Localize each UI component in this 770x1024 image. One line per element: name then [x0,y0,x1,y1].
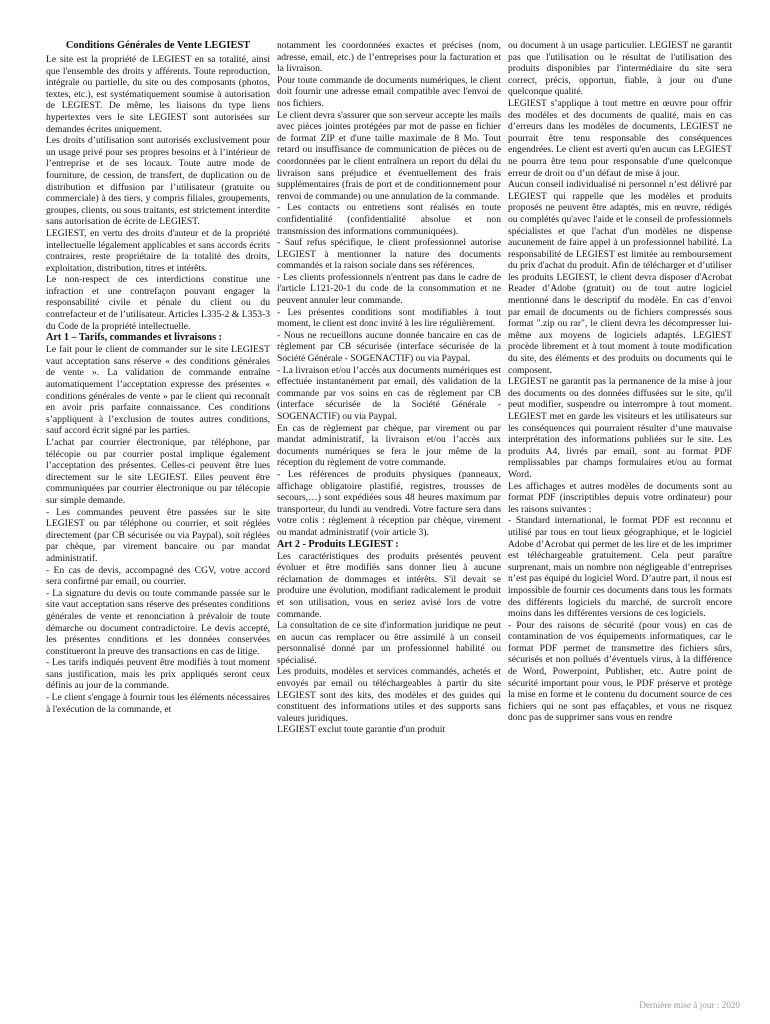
document-title: Conditions Générales de Vente LEGIEST [65,40,251,51]
paragraph: notamment les coordonnées exactes et précises (nom, adresse, email, etc.) de l’entreprises pour la facturation et la livraison. [277,40,501,75]
paragraph: - Les commandes peuvent être passées sur le site LEGIEST ou par téléphone ou courrier, et soit réglées directement (par CB sécurisée ou via Paypal), soit réglées par chèque, par virement bancaire ou par mandat administratif. [46,506,270,564]
paragraph: - La signature du devis ou toute commande passée sur le site vaut acceptation sans réserve des présentes conditions générales de vente et renonciation à prévaloir de toute démarche ou document contradictoire. Le devis accepté, les présentes conditions et les données conservées constitueront la preuve des transactions en cas de litige. [46,587,270,657]
text-column-2 [277,40,501,984]
paragraph: La consultation de ce site d'information juridique ne peut en aucun cas remplacer ou être assimilé à un conseil personnalisé donné par un professionnel habilité ou spécialisé. [277,620,501,666]
paragraph: - Standard international, le format PDF est reconnu et utilisé par tous en tout lieux géographique, et le logiciel Adobe d’Acrobat qui permet de les lire et de les imprimer est téléchargeable gratuitement. Cela peut paraître surprenant, mais un nombre non négligeable d’entreprises n’est pas équipé du logiciel Word. D’autre part, il nous est impossible de fournir ces documents dans tous les formats des différents logiciels du marché, de surcroît encore moins dans les différentes versions de ces logiciels. [508,515,732,620]
last-updated-footer: Dernière mise à jour : 2020 [639,1000,740,1010]
paragraph: Le fait pour le client de commander sur le site LEGIEST vaut acceptation sans réserve « des conditions générales de vente ». La validation de commande entraîne automatiquement l’acceptation expresse des présentes « conditions générales de vente » par le client qui reconnaît en avoir pris parfaite connaissance. Ces conditions s’appliquent à l’exclusion de toutes autres conditions, sauf accord écrit signé par les parties. [46,344,270,437]
paragraph: - La livraison et/ou l’accès aux documents numériques est effectuée instantanément par email, dès validation de la commande par vos soins en cas de règlement par CB (interface sécurisée de la Société Générale - SOGENACTIF) ou via Paypal. [277,364,501,422]
paragraph: En cas de règlement par chèque, par virement ou par mandat administratif, la livraison et/ou l’accès aux documents numériques se fera le jour même de la réception du règlement de votre commande. [277,422,501,469]
paragraph: Le site est la propriété de LEGIEST en sa totalité, ainsi que l'ensemble des droits y afférents. Toute reproduction, intégrale ou partielle, du site ou des composants (photos, textes, etc.), est systématiquement soumise à autorisation de LEGIEST. De même, les liaisons du type liens hypertextes vers le site LEGIEST sont autorisées sur demandes écrites uniquement. [46,54,270,135]
paragraph: LEGIEST ne garantit pas la permanence de la mise à jour des documents ou des données diffusées sur le site, qu'il peut modifier, suspendre ou interrompre à tout moment. LEGIEST met en garde les visiteurs et les utilisateurs sur les conséquences qui pourraient résulter d’une mauvaise interprétation des informations publiées sur le site. Les produits A4, livrés par email, sont au format PDF remplissables par champs formulaires et/ou au format Word. [508,376,732,480]
paragraph: Les produits, modèles et services commandés, achetés et envoyés par email ou téléchargeables à partir du site LEGIEST sont des kits, des modèles et des guides qui constituent des informations utiles et des supports sans valeurs juridiques. [277,666,501,724]
paragraph: - Les tarifs indiqués peuvent être modifiés à tout moment sans justification, mais les prix appliqués seront ceux définis au jour de la commande. [46,657,270,692]
paragraph: ou document à un usage particulier. LEGIEST ne garantit pas que l'utilisation ou le résultat de l'utilisation des produits disponibles par l'intermédiaire du site sera correct, précis, opportun, fiable, à jour ou d'une quelconque qualité. [508,40,732,98]
paragraph: - Sauf refus spécifique, le client professionnel autorise LEGIEST à mentionner la nature des documents commandés et la raison sociale dans ses références. [277,237,501,272]
paragraph: - Le client s'engage à fournir tous les éléments nécessaires à l'exécution de la commande, et [46,692,270,715]
paragraph: LEGIEST s’applique à tout mettre en œuvre pour offrir des modèles et des documents de qualité, mais en cas d’erreurs dans les modèles de documents, LEGIEST ne pourrait être tenu responsable des conséquences engendrées. Le client est averti qu'en aucun cas LEGIEST ne pourra être tenu pour responsable d'une quelconque erreur de droit ou d’un défaut de mise à jour. [508,97,732,179]
paragraph: LEGIEST, en vertu des droits d'auteur et de la propriété intellectuelle légalement applicables et sans accords écrits contraires, reste propriétaire de la totalité des droits, exploitation, distribution, titres et intérêts. [46,227,270,274]
paragraph: Les droits d’utilisation sont autorisés exclusivement pour un usage privé pour ses propres besoins et à l’intérieur de l’entreprise et de ses locaux. Toute autre mode de fourniture, de cession, de transfert, de duplication ou de distribution et diffusion par l’utilisateur (gratuite ou commerciale) à des tiers, y compris filiales, groupements, groupes, clients, ou sous traitants, est strictement interdite sans autorisation de écrite de LEGIEST. [46,135,270,228]
paragraph: Pour toute commande de documents numériques, le client doit fournir une adresse email compatible avec l'envoi de nos fichiers. [277,74,501,109]
paragraph: Les caractéristiques des produits présentés peuvent évoluer et être modifiés sans donner lieu à aucune réclamation de dommages et intérêts. S'il devait se produire une évolution, modifiant radicalement le produit et son utilisation, vous en seriez avisé lors de votre commande. [277,550,501,620]
paragraph: LEGIEST exclut toute garantie d'un produit [277,724,446,736]
paragraph: - Nous ne recueillons aucune donnée bancaire en cas de règlement par CB sécurisée (interface sécurisée de la Société Générale - SOGENACTIF) ou via Paypal. [277,329,501,365]
paragraph: Les affichages et autres modèles de documents sont au format PDF (inscriptibles depuis votre ordinateur) pour les raisons suivantes : [508,480,732,515]
paragraph: - Les clients professionnels n'entrent pas dans le cadre de l'article L121-20-1 du code de la consommation et ne peuvent annuler leur commande. [277,271,501,307]
section-heading: Art 1 – Tarifs, commandes et livraisons : [46,332,223,344]
paragraph: Le non-respect de ces interdictions constitue une infraction et une contrefaçon pouvant engager la responsabilité civile et pénale du client ou du contrefacteur et de l’utilisateur. Articles L335-2 & L353-3 du Code de la propriété intellectuelle. [46,274,270,332]
section-heading: Art 2 - Produits LEGIEST : [277,538,399,550]
paragraph: - Les références de produits physiques (panneaux, affichage obligatoire plastifié, registres, trousses de secours,…) sont expédiées sous 48 heures maximum par transporteur, du lundi au vendredi. Votre facture sera dans votre colis : règlement à réception par chèque, virement ou mandat administratif (voir article 3). [277,468,501,538]
text-column-1 [46,40,270,984]
paragraph: - En cas de devis, accompagné des CGV, votre accord sera confirmé par email, ou courrier. [46,564,270,588]
text-column-3 [508,40,732,984]
paragraph: L’achat par courrier électronique, par téléphone, par télécopie ou par courrier postal implique également l’acceptation des présentes. Celles-ci peuvent être lues directement sur le site LEGIEST. Elles peuvent être communiquées par courrier électronique ou par télécopie sur simple demande. [46,437,270,506]
paragraph: Aucun conseil individualisé ni personnel n’est délivré par LEGIEST qui rappelle que les modèles et produits proposés ne peuvent être adaptés, mis en œuvre, rédigés ou complétés qu'avec l'aide et le conseil de professionnels spécialistes et que l'achat d'un modèles ne dispense aucunement de faire appel à un professionnel habilité. La responsabilité de LEGIEST est limitée au remboursement du prix d'achat du produit. Afin de télécharger et d’utiliser les produits LEGIEST, le client devra disposer d'Acrobat Reader d’Adobe (gratuit) ou de tout autre logiciel mentionné dans le descriptif du modèle. En cas d’envoi par email de documents ou de fichiers compressés sous format ".zip ou rar", le client devra les décompresser lui-même aux moyens de logiciels adaptés. LEGIEST procède librement et à tout moment à toute modification du site, des éléments et des produits ou documents qui le composent. [508,179,732,376]
paragraph: - Les contacts ou entretiens sont réalisés en toute confidentialité (confidentialité absolue et non transmission des informations communiquées). [277,202,501,237]
paragraph: - Pour des raisons de sécurité (pour vous) en cas de contamination de vos équipements informatiques, car le format PDF permet de transmettre des fichiers sûrs, sécurisés et non pollués d’éventuels virus, à la différence de Word, Powerpoint, Publisher, etc. Autre point de sécurité important pour vous, le PDF préserve et protège la mise en forme et le contenu du document source de ces fichiers qui ne sont pas effaçables, et vous ne risquez donc pas de supprimer sans vous en rendre [508,619,732,724]
paragraph: Le client devra s'assurer que son serveur accepte les mails avec pièces jointes protégées par mot de passe en fichier de format ZIP et d'une taille maximale de 8 Mo. Tout retard ou insuffisance de communication de pièces ou de coordonnées par le client entraînera un report du délai du livraison sans préjudice et éventuellement des frais supplémentaires (frais de port et de conditionnement pour renvoi de commande) ou une annulation de la commande. [277,109,501,202]
paragraph: - Les présentes conditions sont modifiables à tout moment, le client est donc invité à les lire régulièrement. [277,306,501,330]
